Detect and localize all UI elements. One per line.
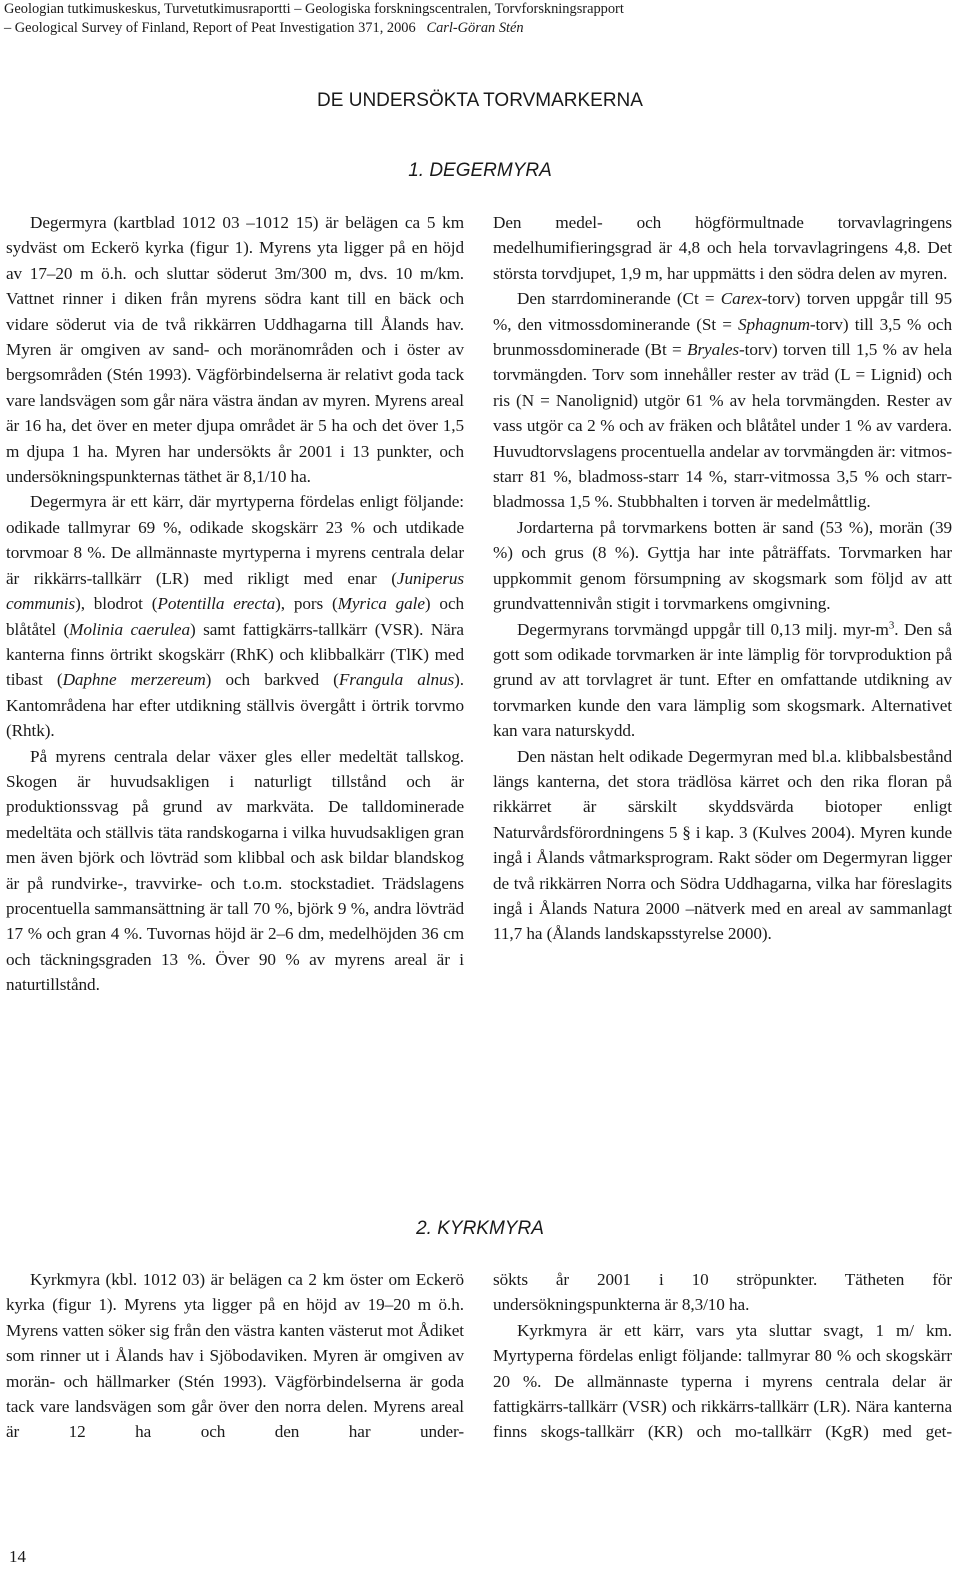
degermyra-left-column: [6, 210, 464, 998]
degermyra-left-paragraph: På myrens centrala delar växer gles eller medeltät tallskog. Skogen är huvudsakligen i naturligt tillstånd och är produktionssvag på grund av markväta. De talldominerade medeltäta och ställvis täta randskogarna i vilka huvudsakligen gran men även björk och lövträd som klibbal och ask bildar blandskog är på rundvirke-, travvirke- och t.o.m. stockstadiet. Trädslagens procentuella sammansättning är tall 70 %, björk 9 %, andra lövträd 17 % och gran 4 %. Tuvornas höjd är 2–6 dm, medelhöjden 36 cm och täckningsgraden 13 %. Över 90 % av myrens areal är i naturtillstånd.: [6, 746, 464, 995]
section-title: DE UNDERSÖKTA TORVMARKERNA: [317, 90, 643, 111]
degermyra-right-paragraph: Jordarterna på torvmarkens botten är sand (53 %), morän (39 %) och grus (8 %). Gyttja har inte påträffats. Torvmarken har uppkommit genom försumpning av skogsmark som följd av att grundvattennivån stigit i torvmarkens omgivning.: [493, 517, 952, 614]
kyrkmyra-right-paragraph: Kyrkmyra är ett kärr, vars yta sluttar svagt, 1 m/ km. Myrtyperna fördelas enligt följande: tallmyrar 80 % och skogskärr 20 %. De allmännaste typerna i myrens centrala delar är fattigkärrs-tallkärr (VSR) och rikkärrs-tallkärr (LR). Nära kanterna finns skogs-tallkärr (KR) och mo-tallkärr (KgR) med get-: [493, 1320, 952, 1442]
running-head-line2: [4, 19, 944, 38]
species-name: Carex: [720, 289, 762, 309]
species-name: Daphne merzereum: [62, 670, 206, 690]
running-head: [4, 0, 944, 38]
kyrkmyra-right-column: [493, 1267, 952, 1445]
kyrkmyra-left-column: [6, 1267, 464, 1445]
species-name: Juniperus communis: [6, 568, 464, 614]
degermyra-right-paragraph: Den nästan helt odikade Degermyran med bl.a. klibbalsbestånd längs kanterna, det stora trädlösa kärret och den rika floran på rikkärret är särskilt skyddsvärda biotoper enligt Naturvårdsförordningens 5 § i kap. 3 (Kulves 2004). Myren kunde ingå i Ålands våtmarksprogram. Rakt söder om Degermyran ligger de två rikkärren Norra och Södra Uddhagarna, vilka har föreslagits ingå i Ålands Natura 2000 –nätverk med en areal av sammanlagt 11,7 ha (Ålands landskapsstyrelse 2000).: [493, 746, 952, 944]
running-head-series: – Geological Survey of Finland, Report of Peat Investigation 371, 2006: [4, 20, 416, 36]
kyrkmyra-left-paragraph: Kyrkmyra (kbl. 1012 03) är belägen ca 2 km öster om Eckerö kyrka (figur 1). Myrens yta ligger på en höjd av 19–20 m ö.h. Myrens vatten söker sig från den västra kanten västerut mot Ådiket som rinner ut i Ålands hav i Sjöbodaviken. Myren är omgiven av morän- och hällmarker (Stén 1993). Vägförbindelserna är goda tack vare landsvägen som går över den norra delen. Myrens areal är 12 ha och den har under-: [6, 1270, 464, 1442]
species-name: Myrica gale: [337, 594, 425, 614]
species-name: Bryales: [687, 340, 739, 360]
kyrkmyra-heading: 2. KYRKMYRA: [416, 1218, 544, 1239]
degermyra-right-paragraph: Den starrdominerande (Ct = Carex-torv) torven uppgår till 95 %, den vitmossdominerande (St = Sphagnum-torv) till 3,5 % och brunmossdominerade (Bt = Bryales-torv) torven till 1,5 % av hela torvmängden. Torv som innehåller rester av träd (L = Lignid) och ris (N = Nanolignid) utgör 61 % av hela torvmängden. Rester av vass utgör ca 2 % och av fräken och blåtåtel under 1 % av vardera. Huvudtorvslagens procentuella andelar av torvmängden är: vitmos-starr 81 %, bladmoss-starr 14 %, starr-vitmossa 3,5 % och starr-bladmossa 1,5 %. Stubbhalten i torven är medelmåttlig.: [493, 289, 952, 512]
species-name: Sphagnum: [737, 314, 810, 334]
degermyra-right-paragraph: Degermyrans torvmängd uppgår till 0,13 milj. myr-$m^3$. Den så gott som odikade torvmarken är inte lämplig för torvproduktion på grund av att torvlagret är tunt. Efter en omfattande utdikning av torvmarken kunde den vara lämplig som skogsmark. Alternativet kan vara naturskydd.: [493, 618, 953, 741]
page-number: 14: [9, 1547, 26, 1566]
degermyra-heading: 1. DEGERMYRA: [408, 160, 552, 181]
species-name: Potentilla erecta: [157, 594, 276, 614]
species-name: Frangula alnus: [338, 670, 455, 690]
degermyra-right-paragraph: Den medel- och högförmultnade torvavlagringens medelhumifieringsgrad är 4,8 och hela torvavlagringens 4,8. Det största torvdjupet, 1,9 m, har uppmätts i den södra delen av myren.: [493, 213, 952, 283]
kyrkmyra-right-paragraph: sökts år 2001 i 10 ströpunkter. Tätheten för undersökningspunkterna är 8,3/10 ha.: [493, 1270, 952, 1315]
running-head-author: Carl-Göran Stén: [426, 20, 524, 36]
degermyra-left-paragraph: Degermyra (kartblad 1012 03 –1012 15) är belägen ca 5 km sydväst om Eckerö kyrka (figur 1). Myrens yta ligger på en höjd av 17–20 m ö.h. och sluttar söderut 3m/300 m, dvs. 10 m/km. Vattnet rinner i diken från myrens södra kant till en bäck och vidare söderut via de två rikkärren Uddhagarna till Ålands hav. Myren är omgiven av sand- och moränområden och i öster av bergsområden (Stén 1993). Vägförbindelserna är relativt goda tack vare landsvägen som går nära västra ändan av myren. Myrens areal är 16 ha, det över en meter djupa området är 5 ha och det över 1,5 m djupa 1 ha. Myren har undersökts år 2001 i 13 punkter, och undersökningspunkternas täthet är 8,1/10 ha.: [6, 213, 464, 487]
superscript: 3: [888, 618, 895, 631]
running-head-line1: Geologian tutkimuskeskus, Turvetutkimusraportti – Geologiska forskningscentralen, Torvforskningsrapport: [4, 1, 624, 17]
degermyra-right-column: [493, 210, 952, 947]
degermyra-left-paragraph: Degermyra är ett kärr, där myrtyperna fördelas enligt följande: odikade tallmyrar 69 %, odikade skogskärr 23 % och utdikade torvmoar 8 %. De allmännaste myrtyperna i myrens centrala delar är rikkärrs-tallkärr (LR) med rikligt med enar (Juniperus communis), blodrot (Potentilla erecta), pors (Myrica gale) och blåtåtel (Molinia caerulea) samt fattigkärrs-tallkärr (VSR). Nära kanterna finns örtrikt skogskärr (RhK) och klibbalkärr (TlK) med tibast (Daphne merzereum) och barkved (Frangula alnus). Kantområdena har efter utdikning ställvis övergått i örtrik torvmo (Rhtk).: [6, 492, 465, 741]
species-name: Molinia caerulea: [69, 619, 190, 639]
